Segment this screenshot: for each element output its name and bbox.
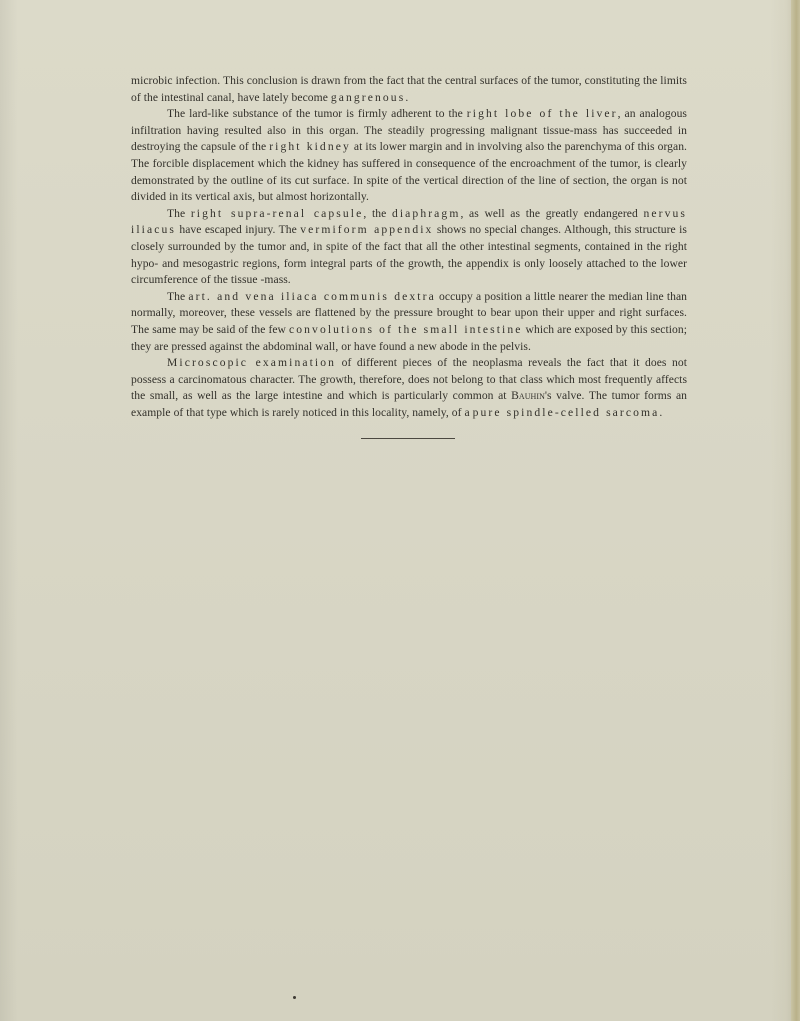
body-text — [131, 73, 687, 421]
text-run: The lard-like substance of the tumor is firmly adherent to the — [167, 107, 467, 121]
text-run: . — [405, 90, 409, 104]
page-edge — [791, 0, 800, 1021]
text-run: microbic infection. This conclusion is drawn from the fact that the central surfaces of the tumor, constituting the limits of the intestinal canal, have lately become — [131, 74, 687, 104]
ink-speck — [293, 996, 296, 999]
text-run: of different pieces of the neoplasma reveals the fact that it does not possess a carcinomatous character. The growth, therefore, does not belong to that class which most frequently affects the small, as well as the large intestine and which is particularly common at — [131, 356, 687, 403]
paragraph — [131, 73, 687, 106]
text-run: . — [659, 405, 663, 419]
emphasized-term: gangrenous — [330, 90, 406, 104]
emphasized-term: vermiform appendix — [300, 223, 434, 237]
emphasized-term: art. and vena iliaca communis dextra — [188, 289, 436, 303]
text-run: at its lower margin and in involving also the parenchyma of this organ. The forcible displacement which the kidney has suffered in consequence of the encroachment of the tumor, is clearly demonstrated by the outline of its cut surface. In spite of the vertical direction of the line of section, the organ is not divided in its vertical axis, but almost horizontally. — [131, 140, 687, 204]
paragraph — [131, 206, 687, 289]
text-run: The — [167, 289, 189, 303]
paragraph — [131, 355, 687, 421]
text-run: which are exposed by this section; they are pressed against the abdominal wall, or have found a new abode in the pelvis. — [131, 322, 687, 353]
section-divider — [361, 438, 455, 439]
emphasized-term: convolutions of the small intestine — [289, 322, 523, 336]
text-run: shows no special changes. Although, this structure is closely surrounded by the tumor and, in spite of the fact that all the other intestinal segments, contained in the right hypo- and mesogastric regions, form integral parts of the growth, the appendix is only loosely attached to the lower circumference of the tissue -mass. — [131, 223, 687, 287]
proper-name: Bauhin — [511, 389, 545, 403]
emphasized-term: nervus iliacus — [131, 206, 687, 237]
emphasized-term: right lobe of the liver — [466, 107, 618, 121]
text-run: , as well as the greatly endangered — [460, 206, 644, 220]
text-run: , an analogous infiltration having resulted also in this organ. The steadily progressing malignant tissue-mass has succeeded in destroying the capsule of the — [131, 107, 687, 154]
text-run: The — [167, 206, 191, 220]
text-run: , the — [363, 206, 392, 220]
paragraph — [131, 289, 687, 355]
text-run: 's valve. The tumor forms an example of that type which is rarely noticed in this locality, namely, of a — [131, 389, 687, 419]
emphasized-term: Microscopic examination — [167, 356, 337, 370]
emphasized-term: right kidney — [269, 140, 351, 154]
paragraph — [131, 106, 687, 206]
emphasized-term: diaphragm — [391, 206, 461, 220]
text-run: have escaped injury. The — [175, 223, 301, 237]
emphasized-term: pure spindle-celled sarcoma — [472, 405, 660, 419]
text-run: occupy a position a little nearer the median line than normally, moreover, these vessels are flattened by the pressure brought to bear upon their upper and right surfaces. The same may be said of the few — [131, 289, 687, 336]
emphasized-term: right supra-renal capsule — [190, 206, 364, 220]
